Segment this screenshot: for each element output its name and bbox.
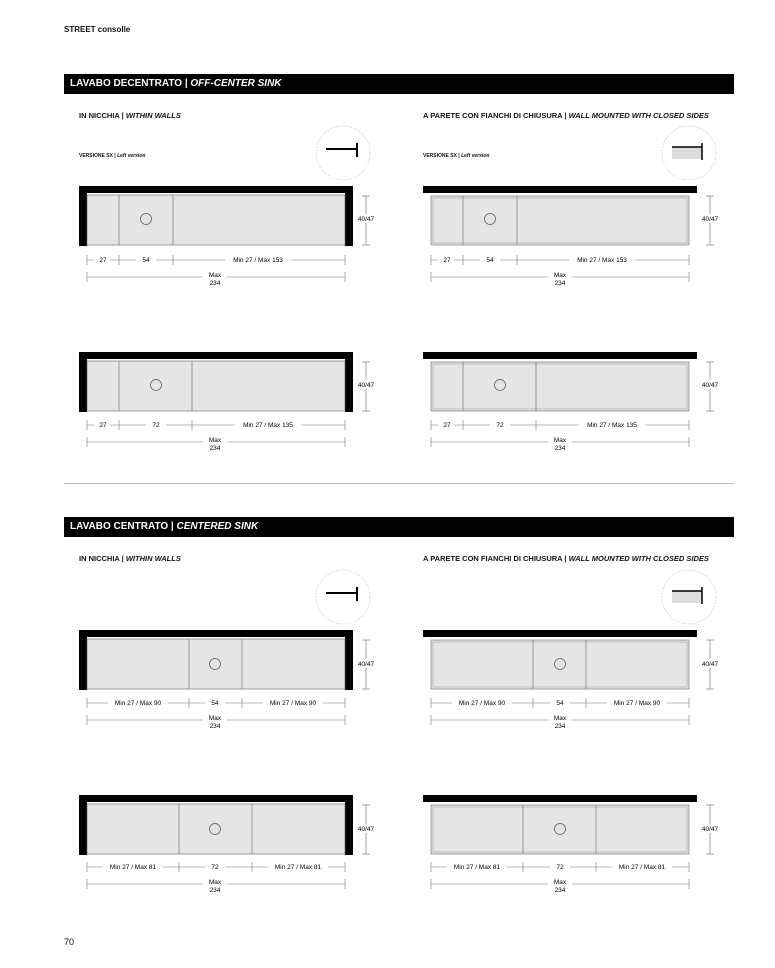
drawing-wall-offcenter-54: [423, 186, 721, 288]
svg-text:Max: Max: [553, 715, 567, 722]
svg-text:Max: Max: [553, 437, 567, 444]
svg-text:Min 27 / Max 135: Min 27 / Max 135: [587, 422, 637, 429]
svg-text:234: 234: [554, 887, 566, 894]
section-title-it: LAVABO DECENTRATO: [70, 78, 183, 89]
svg-text:Min 27 / Max 81: Min 27 / Max 81: [274, 864, 322, 871]
svg-text:27: 27: [443, 422, 451, 429]
version-label-left: VERSIONE SX | Left version: [79, 153, 146, 159]
svg-text:40/47: 40/47: [357, 826, 375, 833]
subheading-within-walls-2: IN NICCHIA | WITHIN WALLS: [79, 554, 181, 563]
page-number: 70: [64, 937, 75, 947]
svg-text:54: 54: [556, 700, 564, 707]
svg-text:234: 234: [209, 887, 221, 894]
svg-text:54: 54: [486, 257, 494, 264]
svg-text:27: 27: [99, 257, 107, 264]
section-header-centered: LAVABO CENTRATO | CENTERED SINK: [64, 517, 734, 537]
svg-text:40/47: 40/47: [701, 826, 719, 833]
svg-text:40/47: 40/47: [357, 382, 375, 389]
wall-mount-install-icon-2: [662, 570, 716, 624]
svg-text:27: 27: [99, 422, 107, 429]
svg-text:234: 234: [209, 723, 221, 730]
document-title: STREET consolle: [64, 25, 131, 34]
svg-text:40/47: 40/47: [357, 216, 375, 223]
svg-text:Max: Max: [208, 437, 222, 444]
svg-text:Max: Max: [208, 879, 222, 886]
svg-text:Min 27 / Max 153: Min 27 / Max 153: [233, 257, 283, 264]
svg-text:Min 27 / Max 135: Min 27 / Max 135: [243, 422, 293, 429]
svg-text:Max: Max: [208, 272, 222, 279]
svg-text:234: 234: [209, 445, 221, 452]
svg-text:234: 234: [209, 280, 221, 287]
version-label-right: VERSIONE SX | Left version: [423, 153, 490, 159]
svg-text:Min 27 / Max 90: Min 27 / Max 90: [269, 700, 317, 707]
svg-text:40/47: 40/47: [701, 661, 719, 668]
svg-text:234: 234: [554, 280, 566, 287]
svg-text:54: 54: [211, 700, 219, 707]
svg-text:Max: Max: [208, 715, 222, 722]
svg-text:Min 27 / Max 153: Min 27 / Max 153: [577, 257, 627, 264]
svg-text:234: 234: [554, 445, 566, 452]
drawing-niche-offcenter-54: [79, 186, 377, 288]
svg-text:Min 27 / Max 90: Min 27 / Max 90: [613, 700, 661, 707]
drawing-wall-offcenter-72: [423, 352, 721, 453]
subheading-wall-mounted-2: A PARETE CON FIANCHI DI CHIUSURA | WALL MOUNTED WITH CLOSED SIDES: [423, 554, 709, 563]
subheading-within-walls: IN NICCHIA | WITHIN WALLS: [79, 111, 181, 120]
drawing-niche-centered-54: [79, 630, 377, 731]
svg-text:Min 27 / Max 90: Min 27 / Max 90: [114, 700, 162, 707]
drawing-wall-centered-54: [423, 630, 721, 731]
svg-text:40/47: 40/47: [701, 216, 719, 223]
niche-install-icon: [316, 126, 370, 180]
svg-text:234: 234: [554, 723, 566, 730]
svg-text:54: 54: [142, 257, 150, 264]
svg-text:72: 72: [496, 422, 504, 429]
svg-text:72: 72: [556, 864, 564, 871]
section-title-en: OFF-CENTER SINK: [190, 78, 282, 89]
svg-text:72: 72: [152, 422, 160, 429]
svg-text:Min 27 / Max 81: Min 27 / Max 81: [618, 864, 666, 871]
svg-text:27: 27: [443, 257, 451, 264]
subheading-wall-mounted: A PARETE CON FIANCHI DI CHIUSURA | WALL MOUNTED WITH CLOSED SIDES: [423, 111, 709, 120]
svg-text:40/47: 40/47: [701, 382, 719, 389]
section-header-off-center: LAVABO DECENTRATO | OFF-CENTER SINK: [64, 74, 734, 94]
wall-mount-install-icon: [662, 126, 716, 180]
svg-text:Max: Max: [553, 272, 567, 279]
svg-text:Max: Max: [553, 879, 567, 886]
niche-install-icon-2: [316, 570, 370, 624]
svg-text:Min 27 / Max 81: Min 27 / Max 81: [453, 864, 501, 871]
svg-text:72: 72: [211, 864, 219, 871]
drawing-niche-offcenter-72: [79, 352, 377, 453]
svg-text:Min 27 / Max 81: Min 27 / Max 81: [109, 864, 157, 871]
svg-text:Min 27 / Max 90: Min 27 / Max 90: [458, 700, 506, 707]
svg-text:40/47: 40/47: [357, 661, 375, 668]
drawing-niche-centered-72: [79, 795, 377, 895]
drawing-wall-centered-72: [423, 795, 721, 895]
